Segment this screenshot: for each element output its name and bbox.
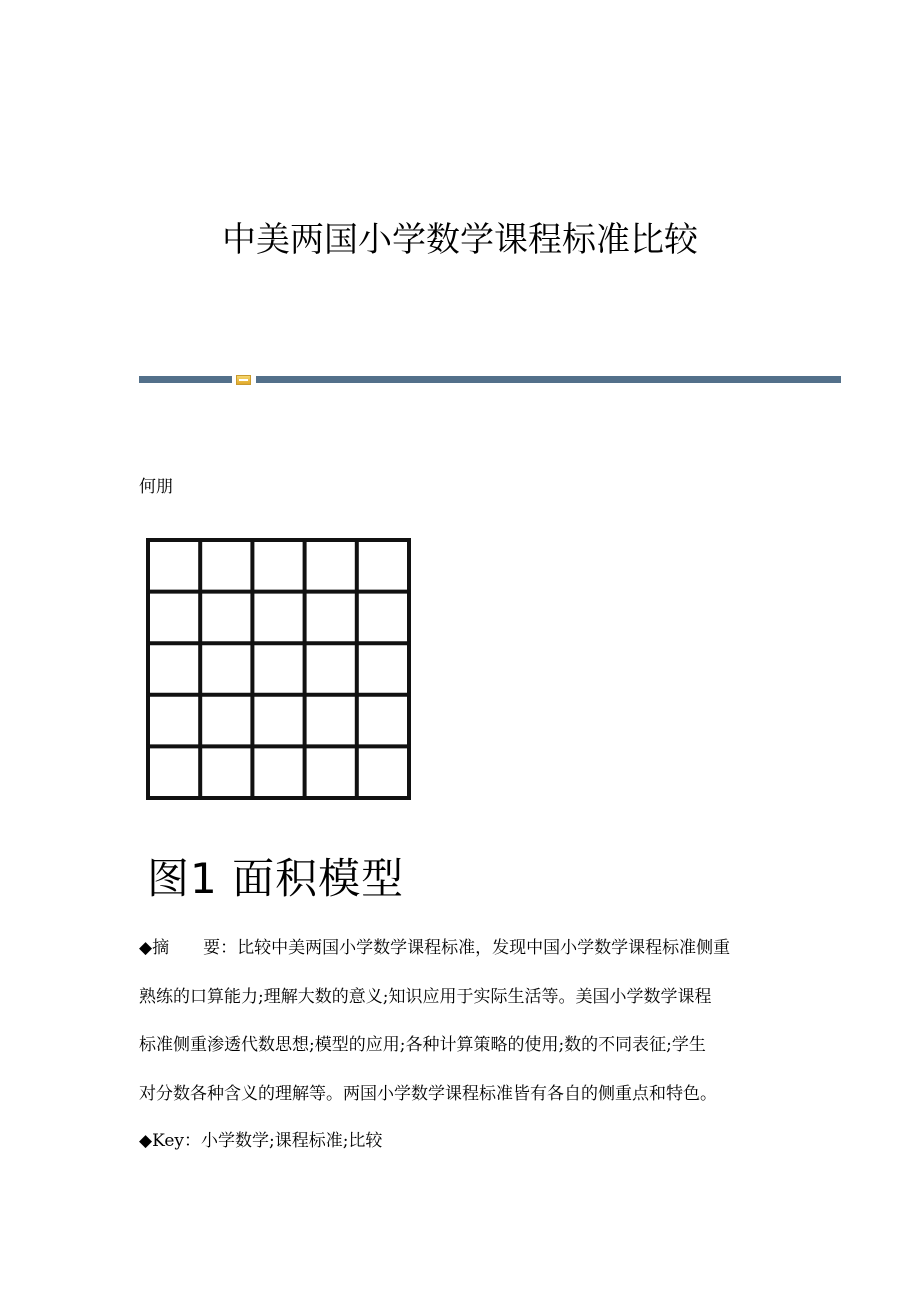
abstract-line: 对分数各种含义的理解等。两国小学数学课程标准皆有各自的侧重点和特色。 xyxy=(139,1083,717,1104)
divider-ornament-icon xyxy=(236,375,251,385)
abstract xyxy=(139,924,799,1118)
author-name: 何朋 xyxy=(139,477,173,497)
figure-caption: 图1 面积模型 xyxy=(147,854,405,903)
figure-area-model xyxy=(139,530,421,902)
divider-bar-right xyxy=(256,376,841,383)
title-divider xyxy=(139,375,841,385)
document-title: 中美两国小学数学课程标准比较 xyxy=(222,220,698,260)
abstract-line: 标准侧重渗透代数思想;模型的应用;各种计算策略的使用;数的不同表征;学生 xyxy=(139,1035,706,1055)
area-model-grid xyxy=(139,530,421,810)
abstract-line: 熟练的口算能力;理解大数的意义;知识应用于实际生活等。美国小学数学课程 xyxy=(139,986,712,1007)
abstract-line: ◆摘 要：比较中美两国小学数学课程标准，发现中国小学数学课程标准侧重 xyxy=(139,938,731,958)
divider-bar-left xyxy=(139,376,232,383)
keywords: ◆Key：小学数学;课程标准;比较 xyxy=(139,1131,383,1151)
